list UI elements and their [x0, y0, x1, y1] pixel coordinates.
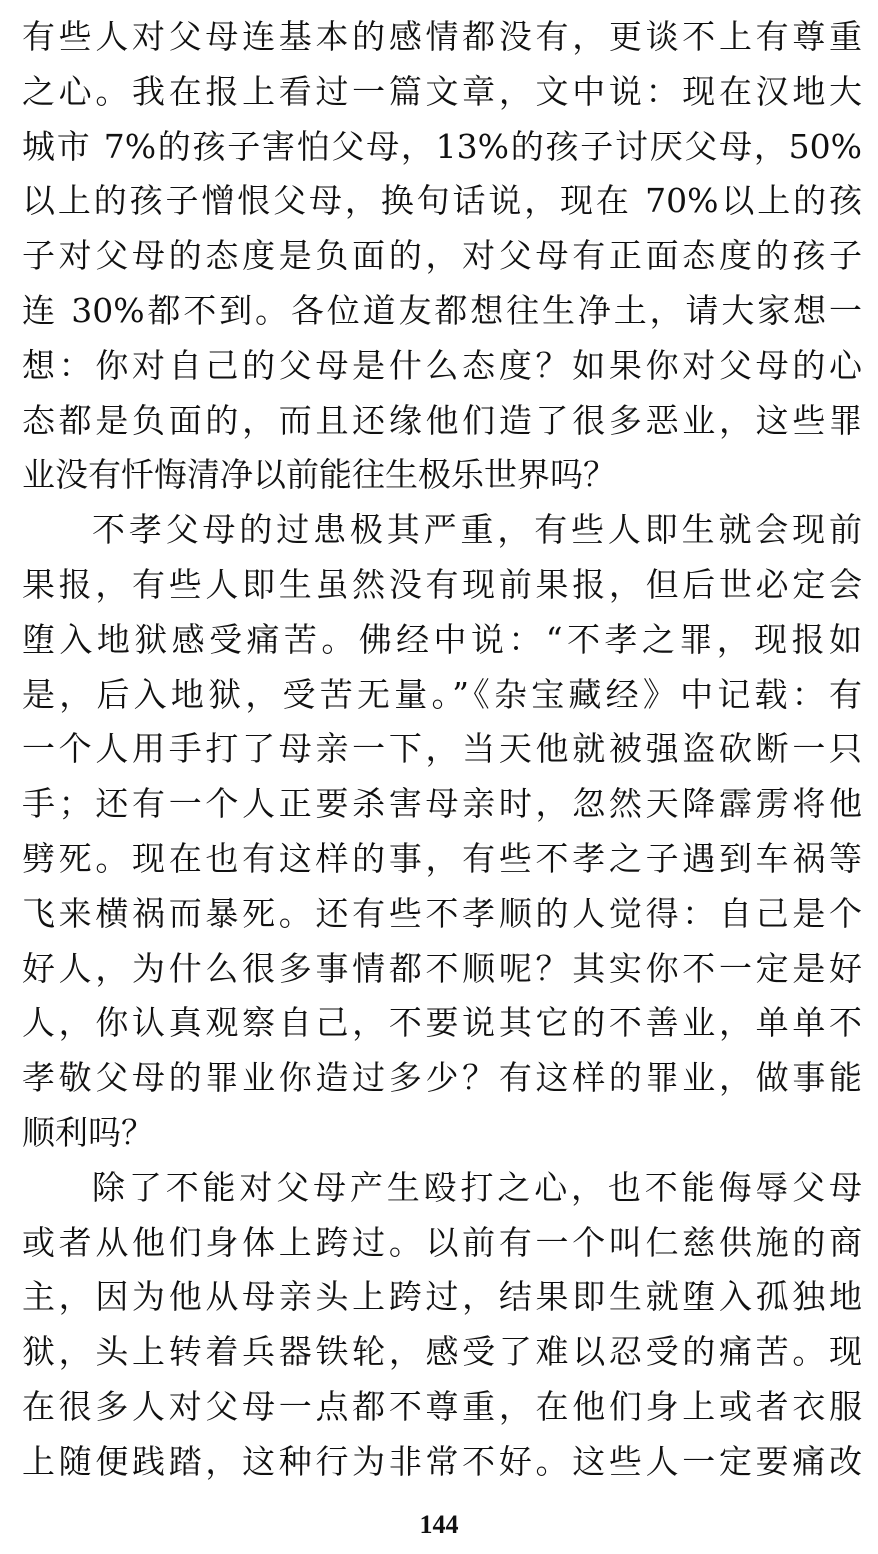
text-line: 在很多人对父母一点都不尊重，在他们身上或者衣服 — [22, 1386, 862, 1426]
text-line: 好人，为什么很多事情都不顺呢？其实你不一定是好 — [22, 948, 862, 988]
text-line: 想：你对自己的父母是什么态度？如果你对父母的心 — [22, 345, 862, 385]
text-line: 狱，头上转着兵器铁轮，感受了难以忍受的痛苦。现 — [22, 1332, 862, 1372]
text-line: 人，你认真观察自己，不要说其它的不善业，单单不 — [22, 1003, 862, 1043]
body-text — [22, 10, 862, 1490]
text-line: 连 30%都不到。各位道友都想往生净土，请大家想一 — [22, 290, 862, 330]
text-line: 飞来横祸而暴死。还有些不孝顺的人觉得：自己是个 — [22, 893, 862, 933]
text-line: 城市 7%的孩子害怕父母，13%的孩子讨厌父母，50% — [22, 126, 862, 166]
text-line: 顺利吗？ — [22, 1112, 154, 1152]
text-line: 态都是负面的，而且还缘他们造了很多恶业，这些罪 — [22, 400, 862, 440]
page-number: 144 — [419, 1510, 459, 1539]
text-line: 堕入地狱感受痛苦。佛经中说：“不孝之罪，现报如 — [22, 619, 862, 659]
text-line: 业没有忏悔清净以前能往生极乐世界吗？ — [22, 455, 616, 495]
text-line: 手；还有一个人正要杀害母亲时，忽然天降霹雳将他 — [22, 784, 862, 824]
text-line: 以上的孩子憎恨父母，换句话说，现在 70%以上的孩 — [22, 181, 862, 221]
text-line: 子对父母的态度是负面的，对父母有正面态度的孩子 — [22, 236, 862, 276]
text-line: 除了不能对父母产生殴打之心，也不能侮辱父母 — [92, 1167, 862, 1207]
text-line: 孝敬父母的罪业你造过多少？有这样的罪业，做事能 — [22, 1058, 862, 1098]
text-line: 劈死。现在也有这样的事，有些不孝之子遇到车祸等 — [22, 838, 862, 878]
text-line: 主，因为他从母亲头上跨过，结果即生就堕入孤独地 — [22, 1277, 862, 1317]
text-line: 或者从他们身体上跨过。以前有一个叫仁慈供施的商 — [22, 1222, 862, 1262]
text-line: 一个人用手打了母亲一下，当天他就被强盗砍断一只 — [22, 729, 862, 769]
text-line: 上随便践踏，这种行为非常不好。这些人一定要痛改 — [22, 1441, 862, 1481]
text-line: 不孝父母的过患极其严重，有些人即生就会现前 — [92, 510, 862, 550]
text-line: 之心。我在报上看过一篇文章，文中说：现在汉地大 — [22, 71, 862, 111]
text-line: 有些人对父母连基本的感情都没有，更谈不上有尊重 — [22, 17, 862, 56]
text-line: 果报，有些人即生虽然没有现前果报，但后世必定会 — [22, 564, 862, 604]
text-line: 是，后入地狱，受苦无量。”《杂宝藏经》中记载：有 — [22, 674, 862, 714]
